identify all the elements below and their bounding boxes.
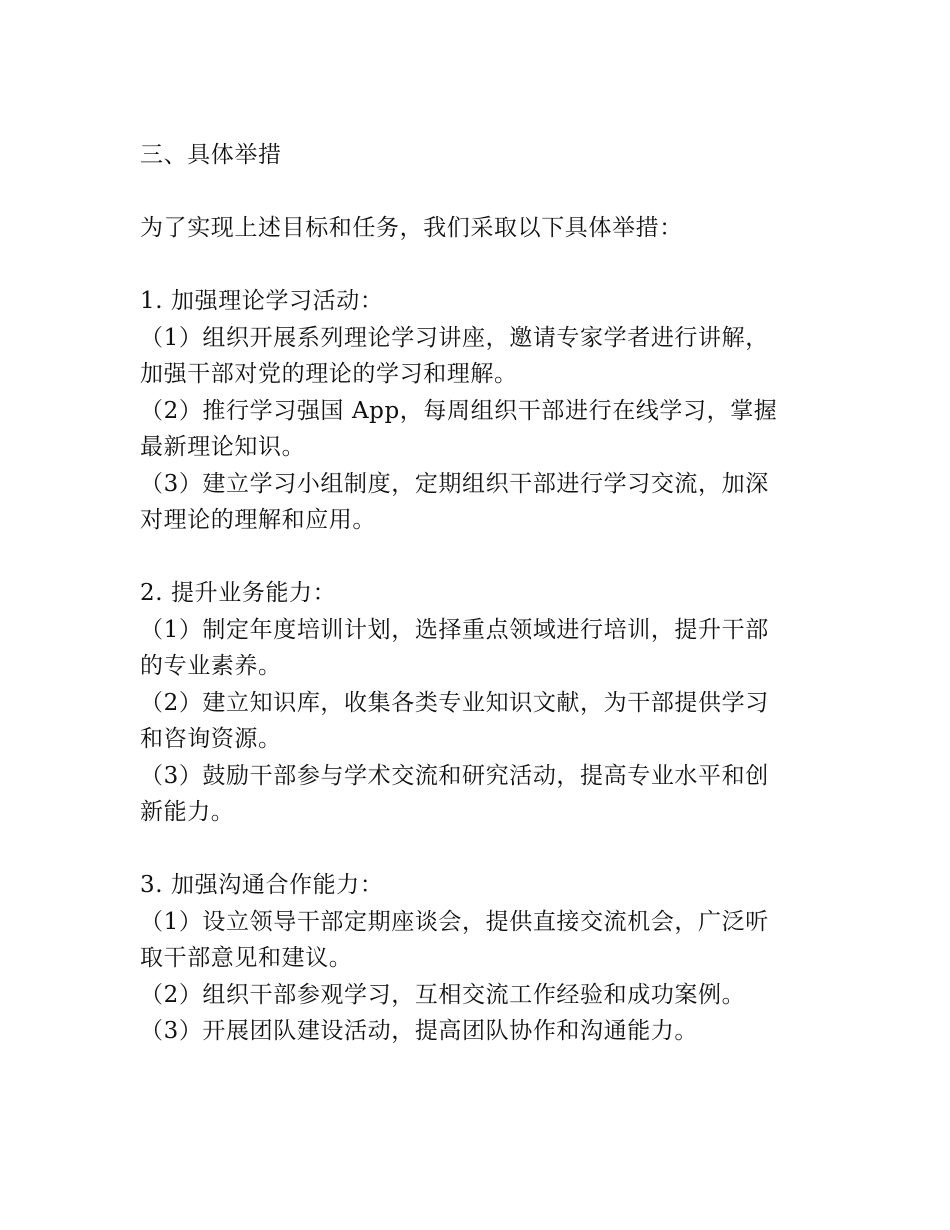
list-item-line: 最新理论知识。 [140,434,306,460]
list-item-line: 新能力。 [140,799,235,825]
spacer [140,174,805,211]
measure-group-2 [140,575,805,831]
document-body [140,137,805,1050]
list-item-line: （1）设立领导干部定期座谈会，提供直接交流机会，广泛听 [140,908,769,935]
intro-paragraph: 为了实现上述目标和任务，我们采取以下具体举措： [140,215,683,241]
list-item-line: 对理论的理解和应用。 [140,507,376,533]
list-item-line: 取干部意见和建议。 [140,945,353,971]
list-item [140,1013,805,1050]
list-item [140,758,805,831]
group-title: 1. 加强理论学习活动： [140,288,384,314]
list-item-line: （2）建立知识库，收集各类专业知识文献，为干部提供学习 [140,689,769,716]
list-item [140,466,805,539]
group-title: 3. 加强沟通合作能力： [140,872,384,898]
section-heading: 三、具体举措 [140,142,282,168]
list-item-line: （3）开展团队建设活动，提高团队协作和沟通能力。 [140,1018,699,1044]
spacer [140,539,805,576]
list-item-line: （3）建立学习小组制度，定期组织干部进行学习交流，加深 [140,470,769,497]
list-item-line: （1）组织开展系列理论学习讲座，邀请专家学者进行讲解， [140,324,769,351]
measure-group-3 [140,867,805,1050]
list-item [140,320,805,393]
list-item [140,904,805,977]
list-item-line: （2）组织干部参观学习，互相交流工作经验和成功案例。 [140,981,746,1008]
list-item-line: 的专业素养。 [140,653,282,679]
list-item [140,685,805,758]
list-item-line: （1）制定年度培训计划，选择重点领域进行培训，提升干部 [140,616,769,643]
list-item-line: （3）鼓励干部参与学术交流和研究活动，提高专业水平和创 [140,762,769,789]
group-title: 2. 提升业务能力： [140,580,337,606]
measure-group-1 [140,283,805,539]
list-item-line: 和咨询资源。 [140,726,282,752]
spacer [140,247,805,284]
spacer [140,831,805,868]
list-item-line: 加强干部对党的理论的学习和理解。 [140,361,518,387]
list-item [140,612,805,685]
list-item [140,977,805,1014]
list-item [140,393,805,466]
list-item-line: （2）推行学习强国 App，每周组织干部进行在线学习，掌握 [140,397,778,424]
